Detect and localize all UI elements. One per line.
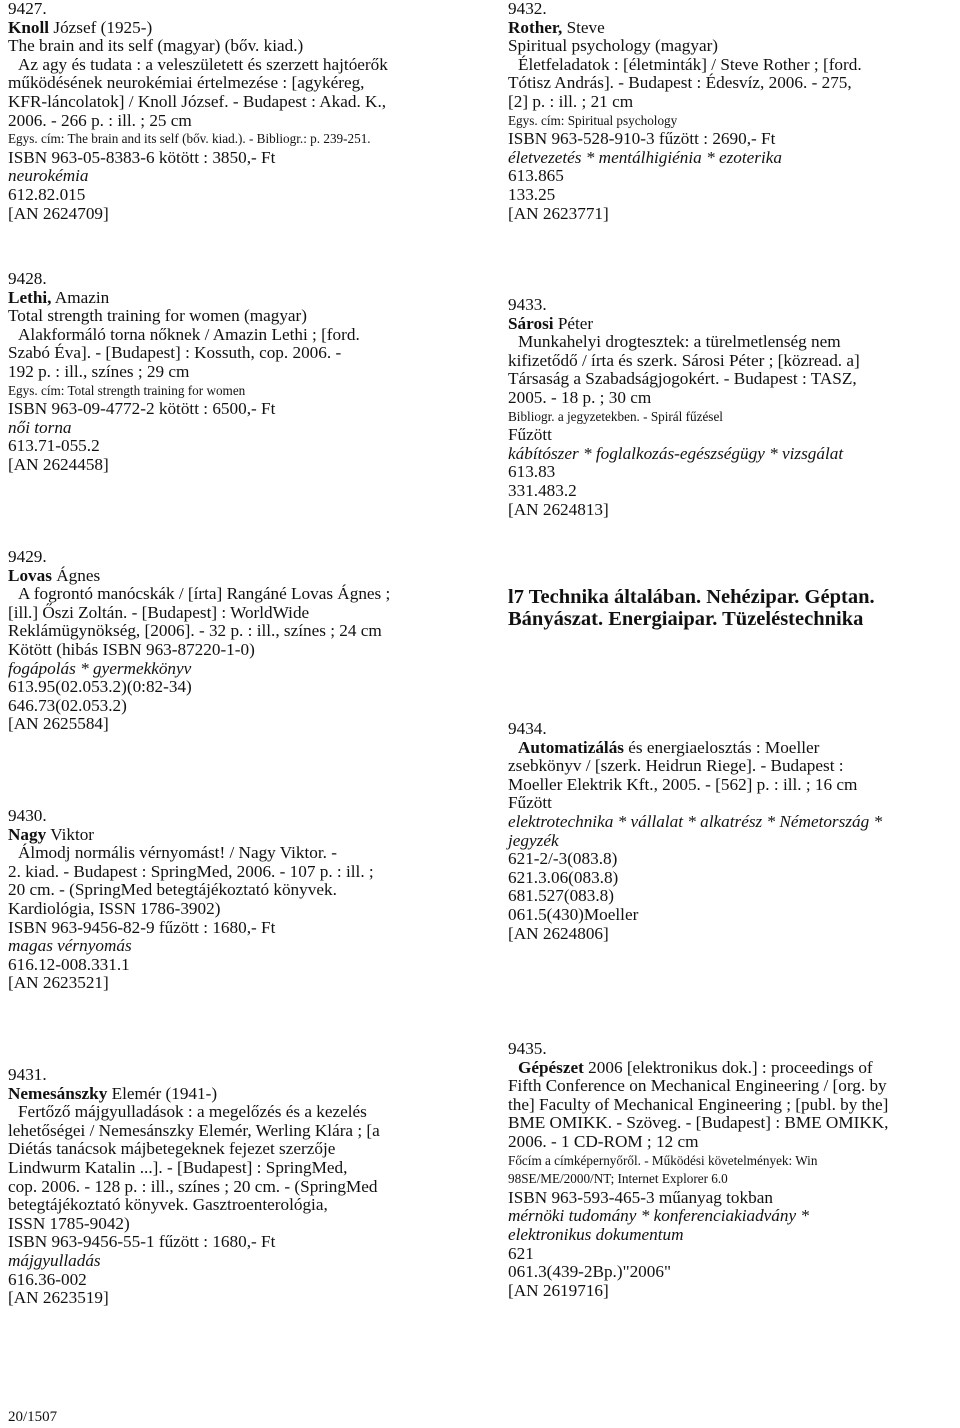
entry-isbn: ISBN 963-9456-82-9 fűzött : 1680,- Ft: [8, 917, 276, 937]
entry-an-number: [AN 2624458]: [8, 454, 109, 474]
entry-number: 9434.: [508, 719, 547, 738]
entry-author: Rother, Steve: [508, 17, 605, 37]
entry-line: Kardiológia, ISSN 1786-3902): [8, 898, 221, 918]
entry-classification: 621.3.06(083.8): [508, 867, 619, 887]
entry-line: Spiritual psychology (magyar): [508, 36, 719, 56]
entry-author: Lovas Ágnes: [8, 565, 101, 585]
section-heading-line: Bányászat. Energiaipar. Tüzeléstechnika: [508, 608, 864, 630]
entry-an-number: [AN 2624813]: [508, 499, 609, 519]
entry-classification: 612.82.015: [8, 184, 86, 204]
entry-9434: [508, 720, 882, 943]
page-number: 20/1507: [8, 1409, 58, 1425]
entry-line: Lindwurm Katalin ...]. - [Budapest] : SpringMed,: [8, 1157, 348, 1177]
entry-number: 9435.: [508, 1039, 547, 1058]
entry-classification: 613.83: [508, 462, 556, 482]
entry-note: Bibliogr. a jegyzetekben. - Spirál fűzésel: [508, 408, 723, 424]
entry-classification: 613.71-055.2: [8, 436, 100, 456]
entry-line: Diétás tanácsok májbetegeknek fejezet szerzője: [8, 1139, 336, 1159]
entry-subject: elektronikus dokumentum: [508, 1224, 684, 1244]
entry-classification: 613.865: [508, 166, 564, 186]
entry-number: 9427.: [8, 0, 47, 18]
entry-author: Nagy Viktor: [8, 824, 95, 844]
entry-binding: Fűzött: [508, 425, 552, 445]
entry-line: BME OMIKK. - Szöveg. - [Budapest] : BME OMIKK,: [508, 1113, 889, 1133]
entry-note: Főcím a címképernyőről. - Működési követelmények: Win: [508, 1152, 818, 1168]
entry-classification: 616.36-002: [8, 1269, 87, 1289]
entry-isbn: ISBN 963-09-4772-2 kötött : 6500,- Ft: [8, 399, 276, 419]
entry-isbn: ISBN 963-05-8383-6 kötött : 3850,- Ft: [8, 147, 276, 167]
entry-isbn: ISBN 963-528-910-3 fűzött : 2690,- Ft: [508, 129, 776, 149]
entry-an-number: [AN 2624806]: [508, 923, 609, 943]
entry-subject: magas vérnyomás: [8, 936, 132, 956]
entry-title: Az agy és tudata : a veleszületett és szerzett hajtóerők: [18, 54, 388, 74]
entry-line: ISSN 1785-9042): [8, 1213, 130, 1233]
entry-line: Total strength training for women (magyar): [8, 306, 308, 326]
entry-subject: női torna: [8, 417, 72, 437]
entry-line: Társaság a Szabadságjogokért. - Budapest : TASZ,: [508, 369, 857, 389]
entry-an-number: [AN 2619716]: [508, 1280, 609, 1300]
entry-classification: 133.25: [508, 184, 556, 204]
entry-an-number: [AN 2623521]: [8, 973, 109, 993]
entry-classification: 331.483.2: [508, 480, 577, 500]
entry-line: cop. 2006. - 128 p. : ill., színes ; 20 cm. - (SpringMed: [8, 1176, 378, 1196]
entry-an-number: [AN 2623771]: [508, 203, 609, 223]
entry-binding: Fűzött: [508, 793, 552, 813]
entry-number: 9429.: [8, 547, 47, 566]
entry-subject: neurokémia: [8, 166, 89, 186]
entry-author: Knoll József (1925-): [8, 17, 153, 37]
entry-classification: 621: [508, 1243, 534, 1263]
entry-classification: 061.3(439-2Bp.)"2006": [508, 1262, 671, 1282]
entry-note: Egys. cím: Total strength training for women: [8, 382, 246, 398]
entry-line: lehetőségei / Nemesánszky Elemér, Werling Klára ; [a: [8, 1120, 380, 1140]
section-heading-line: l7 Technika általában. Nehézipar. Géptan.: [508, 586, 875, 608]
entry-line: the] Faculty of Mechanical Engineering ; [publ. by the]: [508, 1094, 889, 1114]
entry-number: 9431.: [8, 1065, 47, 1084]
entry-classification: 613.95(02.053.2)(0:82-34): [8, 677, 192, 697]
entry-title: Automatizálás és energiaelosztás : Moeller: [518, 737, 820, 757]
entry-subject: kábítószer * foglalkozás-egészségügy * vizsgálat: [508, 443, 844, 463]
entry-an-number: [AN 2624709]: [8, 203, 109, 223]
entry-number: 9432.: [508, 0, 547, 18]
entry-note: Egys. cím: Spiritual psychology: [508, 112, 678, 128]
entry-9429: [8, 548, 390, 734]
entry-line: zsebkönyv / [szerk. Heidrun Riege]. - Budapest :: [508, 756, 844, 776]
entry-line: [2] p. : ill. ; 21 cm: [508, 91, 634, 111]
entry-title: Alakformáló torna nőknek / Amazin Lethi ; [ford.: [18, 324, 360, 344]
entry-line: Tótisz András]. - Budapest : Édesvíz, 2006. - 275,: [508, 73, 852, 93]
entry-9428: [8, 270, 360, 475]
entry-an-number: [AN 2623519]: [8, 1288, 109, 1308]
entry-classification: 616.12-008.331.1: [8, 954, 130, 974]
entry-subject: elektrotechnika * vállalat * alkatrész * Németország *: [508, 811, 883, 831]
entry-isbn: ISBN 963-593-465-3 műanyag tokban: [508, 1187, 773, 1207]
entry-line: 2. kiad. - Budapest : SpringMed, 2006. - 107 p. : ill. ;: [8, 861, 374, 881]
entry-an-number: [AN 2625584]: [8, 714, 109, 734]
entry-line: működésének neurokémiai értelmezése : [agykéreg,: [8, 73, 365, 93]
entry-author: Sárosi Péter: [508, 313, 594, 333]
entry-classification: 061.5(430)Moeller: [508, 904, 639, 924]
entry-number: 9428.: [8, 269, 47, 288]
entry-9431: [8, 1066, 380, 1308]
entry-line: 20 cm. - (SpringMed betegtájékoztató könyvek.: [8, 880, 337, 900]
entry-line: Szabó Éva]. - [Budapest] : Kossuth, cop. 2006. -: [8, 343, 342, 363]
entry-number: 9433.: [508, 295, 547, 314]
entry-title: Életfeladatok : [életminták] / Steve Rother ; [ford.: [518, 54, 862, 74]
entry-9432: [508, 0, 862, 223]
entry-isbn: ISBN 963-9456-55-1 fűzött : 1680,- Ft: [8, 1232, 276, 1252]
entry-line: betegtájékoztató könyvek. Gasztroenterológia,: [8, 1195, 328, 1215]
entry-line: 2006. - 1 CD-ROM ; 12 cm: [508, 1131, 699, 1151]
entry-classification: 621-2/-3(083.8): [508, 849, 618, 869]
entry-line: 192 p. : ill., színes ; 29 cm: [8, 361, 190, 381]
entry-note: Egys. cím: The brain and its self (bőv. kiad.). - Bibliogr.: p. 239-251.: [8, 131, 371, 147]
entry-line: [ill.] Őszi Zoltán. - [Budapest] : WorldWide: [8, 602, 310, 622]
entry-subject: fogápolás * gyermekkönyv: [8, 658, 192, 678]
entry-classification: 646.73(02.053.2): [8, 695, 127, 715]
entry-subject: májgyulladás: [8, 1250, 101, 1270]
entry-title: Fertőző májgyulladások : a megelőzés és a kezelés: [18, 1102, 367, 1122]
entry-title: A fogrontó manócskák / [írta] Rangáné Lovas Ágnes ;: [18, 584, 391, 604]
entry-author: Lethi, Amazin: [8, 287, 110, 307]
entry-line: Fifth Conference on Mechanical Engineering / [org. by: [508, 1076, 887, 1096]
entry-9430: [8, 807, 374, 993]
entry-subject: jegyzék: [508, 830, 559, 850]
entry-subject: életvezetés * mentálhigiénia * ezoterika: [508, 147, 782, 167]
entry-classification: 681.527(083.8): [508, 886, 614, 906]
entry-note: 98SE/ME/2000/NT; Internet Explorer 6.0: [508, 1171, 728, 1187]
entry-author: Nemesánszky Elemér (1941-): [8, 1083, 218, 1103]
entry-number: 9430.: [8, 806, 47, 825]
entry-9435: [508, 1040, 888, 1300]
entry-line: KFR-láncolatok] / Knoll József. - Budapest : Akad. K.,: [8, 91, 387, 111]
entry-line: Moeller Elektrik Kft., 2005. - [562] p. : ill. ; 16 cm: [508, 774, 858, 794]
entry-line: The brain and its self (magyar) (bőv. kiad.): [8, 36, 304, 56]
entry-line: 2005. - 18 p. ; 30 cm: [508, 387, 652, 407]
entry-line: Kötött (hibás ISBN 963-87220-1-0): [8, 639, 255, 659]
entry-line: Reklámügynökség, [2006]. - 32 p. : ill., színes ; 24 cm: [8, 621, 382, 641]
entry-9427: [8, 0, 388, 223]
entry-subject: mérnöki tudomány * konferenciakiadvány *: [508, 1206, 810, 1226]
entry-title: Munkahelyi drogtesztek: a türelmetlenség nem: [518, 332, 841, 352]
section-heading: [508, 586, 958, 630]
entry-line: kifizetődő / írta és szerk. Sárosi Péter ; [közread. a]: [508, 350, 860, 370]
entry-line: 2006. - 266 p. : ill. ; 25 cm: [8, 110, 192, 130]
entry-title: Gépészet 2006 [elektronikus dok.] : proceedings of: [518, 1057, 873, 1077]
entry-9433: [508, 296, 860, 519]
entry-title: Álmodj normális vérnyomást! / Nagy Viktor. -: [18, 843, 337, 863]
